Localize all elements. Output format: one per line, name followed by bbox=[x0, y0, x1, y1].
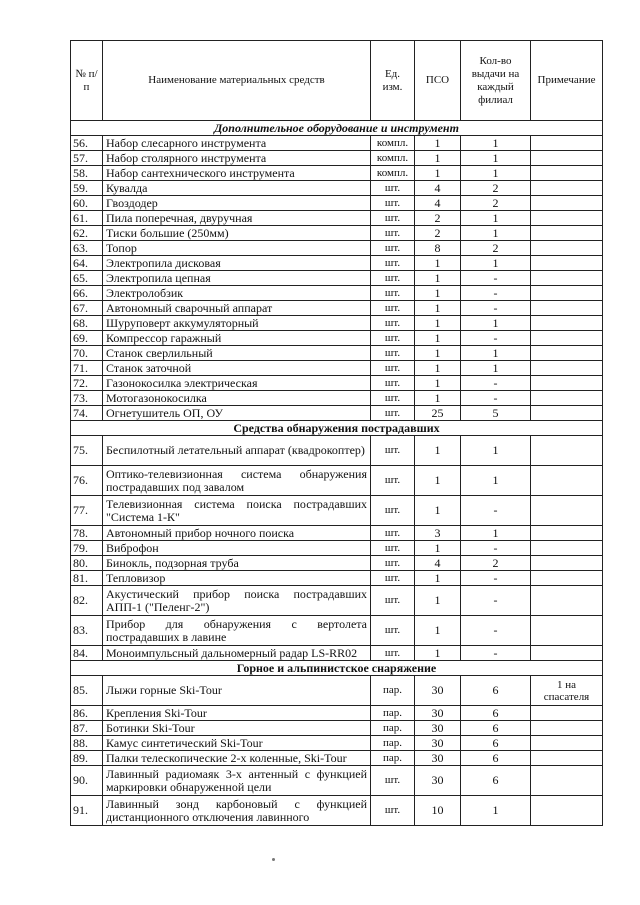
table-row bbox=[71, 136, 603, 151]
item-name: Ботинки Ski-Tour bbox=[103, 721, 371, 736]
branch-qty-cell: 1 bbox=[461, 346, 531, 361]
row-number: 89. bbox=[71, 751, 103, 766]
item-name: Газонокосилка электрическая bbox=[103, 376, 371, 391]
branch-qty-cell: 6 bbox=[461, 736, 531, 751]
unit-cell: компл. bbox=[371, 136, 415, 151]
note-cell bbox=[531, 436, 603, 466]
pso-qty-cell: 30 bbox=[415, 706, 461, 721]
unit-cell: шт. bbox=[371, 286, 415, 301]
item-name: Тиски большие (250мм) bbox=[103, 226, 371, 241]
unit-cell: шт. bbox=[371, 211, 415, 226]
table-row bbox=[71, 436, 603, 466]
table-row bbox=[71, 361, 603, 376]
header-name: Наименование материальных средств bbox=[103, 41, 371, 121]
item-name: Гвоздодер bbox=[103, 196, 371, 211]
branch-qty-cell: 1 bbox=[461, 226, 531, 241]
section-title: Горное и альпинистское снаряжение bbox=[71, 661, 603, 676]
note-cell bbox=[531, 616, 603, 646]
row-number: 85. bbox=[71, 676, 103, 706]
table-row bbox=[71, 286, 603, 301]
item-name: Электролобзик bbox=[103, 286, 371, 301]
unit-cell: пар. bbox=[371, 751, 415, 766]
section-title: Дополнительное оборудование и инструмент bbox=[71, 121, 603, 136]
table-row bbox=[71, 496, 603, 526]
note-cell bbox=[531, 226, 603, 241]
unit-cell: шт. bbox=[371, 316, 415, 331]
branch-qty-cell: 6 bbox=[461, 766, 531, 796]
header-qty: Кол-во выдачи на каждый филиал bbox=[461, 41, 531, 121]
item-name: Телевизионная система поиска пострадавших "Система 1-К" bbox=[103, 496, 371, 526]
unit-cell: шт. bbox=[371, 271, 415, 286]
table-row bbox=[71, 226, 603, 241]
note-cell bbox=[531, 271, 603, 286]
unit-cell: шт. bbox=[371, 226, 415, 241]
row-number: 57. bbox=[71, 151, 103, 166]
item-name: Набор слесарного инструмента bbox=[103, 136, 371, 151]
item-name: Крепления Ski-Tour bbox=[103, 706, 371, 721]
note-cell bbox=[531, 541, 603, 556]
unit-cell: шт. bbox=[371, 196, 415, 211]
table-row bbox=[71, 706, 603, 721]
table-row bbox=[71, 166, 603, 181]
item-name: Кувалда bbox=[103, 181, 371, 196]
table-row bbox=[71, 331, 603, 346]
note-cell bbox=[531, 736, 603, 751]
row-number: 60. bbox=[71, 196, 103, 211]
unit-cell: шт. bbox=[371, 796, 415, 826]
branch-qty-cell: 2 bbox=[461, 181, 531, 196]
branch-qty-cell: 6 bbox=[461, 706, 531, 721]
unit-cell: шт. bbox=[371, 541, 415, 556]
branch-qty-cell: 1 bbox=[461, 136, 531, 151]
row-number: 64. bbox=[71, 256, 103, 271]
note-cell bbox=[531, 766, 603, 796]
item-name: Акустический прибор поиска пострадавших АПП-1 ("Пеленг-2") bbox=[103, 586, 371, 616]
note-cell bbox=[531, 301, 603, 316]
branch-qty-cell: 1 bbox=[461, 796, 531, 826]
item-name: Бинокль, подзорная труба bbox=[103, 556, 371, 571]
branch-qty-cell: 2 bbox=[461, 241, 531, 256]
item-name: Камус синтетический Ski-Tour bbox=[103, 736, 371, 751]
section-header-row bbox=[71, 661, 603, 676]
note-cell bbox=[531, 721, 603, 736]
pso-qty-cell: 1 bbox=[415, 316, 461, 331]
table-row bbox=[71, 316, 603, 331]
note-cell bbox=[531, 211, 603, 226]
table-row bbox=[71, 196, 603, 211]
row-number: 87. bbox=[71, 721, 103, 736]
item-name: Виброфон bbox=[103, 541, 371, 556]
table-row bbox=[71, 616, 603, 646]
row-number: 77. bbox=[71, 496, 103, 526]
branch-qty-cell: - bbox=[461, 391, 531, 406]
pso-qty-cell: 2 bbox=[415, 211, 461, 226]
table-row bbox=[71, 391, 603, 406]
branch-qty-cell: 1 bbox=[461, 436, 531, 466]
unit-cell: шт. bbox=[371, 331, 415, 346]
note-cell bbox=[531, 556, 603, 571]
unit-cell: компл. bbox=[371, 166, 415, 181]
table-header-row bbox=[71, 41, 603, 121]
pso-qty-cell: 1 bbox=[415, 301, 461, 316]
table-row bbox=[71, 721, 603, 736]
table-row bbox=[71, 301, 603, 316]
row-number: 63. bbox=[71, 241, 103, 256]
row-number: 83. bbox=[71, 616, 103, 646]
item-name: Оптико-телевизионная система обнаружения пострадавших под завалом bbox=[103, 466, 371, 496]
branch-qty-cell: 1 bbox=[461, 211, 531, 226]
pso-qty-cell: 30 bbox=[415, 676, 461, 706]
note-cell bbox=[531, 706, 603, 721]
row-number: 80. bbox=[71, 556, 103, 571]
note-cell bbox=[531, 256, 603, 271]
pso-qty-cell: 30 bbox=[415, 721, 461, 736]
note-cell bbox=[531, 286, 603, 301]
table-row bbox=[71, 406, 603, 421]
pso-qty-cell: 1 bbox=[415, 256, 461, 271]
branch-qty-cell: 2 bbox=[461, 196, 531, 211]
table-row bbox=[71, 256, 603, 271]
item-name: Лыжи горные Ski-Tour bbox=[103, 676, 371, 706]
item-name: Станок сверлильный bbox=[103, 346, 371, 361]
unit-cell: компл. bbox=[371, 151, 415, 166]
branch-qty-cell: - bbox=[461, 496, 531, 526]
pso-qty-cell: 1 bbox=[415, 466, 461, 496]
note-cell bbox=[531, 361, 603, 376]
branch-qty-cell: 6 bbox=[461, 751, 531, 766]
note-cell bbox=[531, 751, 603, 766]
note-cell bbox=[531, 646, 603, 661]
table-row bbox=[71, 766, 603, 796]
row-number: 88. bbox=[71, 736, 103, 751]
pso-qty-cell: 1 bbox=[415, 361, 461, 376]
note-cell bbox=[531, 526, 603, 541]
row-number: 59. bbox=[71, 181, 103, 196]
row-number: 75. bbox=[71, 436, 103, 466]
item-name: Моноимпульсный дальномерный радар LS-RR02 bbox=[103, 646, 371, 661]
branch-qty-cell: 1 bbox=[461, 361, 531, 376]
item-name: Палки телескопические 2-х коленные, Ski-Tour bbox=[103, 751, 371, 766]
row-number: 79. bbox=[71, 541, 103, 556]
item-name: Тепловизор bbox=[103, 571, 371, 586]
note-cell bbox=[531, 151, 603, 166]
pso-qty-cell: 1 bbox=[415, 136, 461, 151]
pso-qty-cell: 1 bbox=[415, 151, 461, 166]
pso-qty-cell: 30 bbox=[415, 766, 461, 796]
table-row bbox=[71, 556, 603, 571]
pso-qty-cell: 1 bbox=[415, 496, 461, 526]
row-number: 62. bbox=[71, 226, 103, 241]
table-row bbox=[71, 526, 603, 541]
branch-qty-cell: 1 bbox=[461, 526, 531, 541]
row-number: 84. bbox=[71, 646, 103, 661]
note-cell bbox=[531, 136, 603, 151]
note-cell bbox=[531, 241, 603, 256]
header-num: № п/п bbox=[71, 41, 103, 121]
branch-qty-cell: - bbox=[461, 331, 531, 346]
pso-qty-cell: 1 bbox=[415, 376, 461, 391]
row-number: 72. bbox=[71, 376, 103, 391]
branch-qty-cell: - bbox=[461, 586, 531, 616]
note-cell bbox=[531, 196, 603, 211]
unit-cell: шт. bbox=[371, 241, 415, 256]
unit-cell: шт. bbox=[371, 646, 415, 661]
note-cell bbox=[531, 586, 603, 616]
table-row bbox=[71, 571, 603, 586]
pso-qty-cell: 10 bbox=[415, 796, 461, 826]
unit-cell: шт. bbox=[371, 496, 415, 526]
section-header-row bbox=[71, 121, 603, 136]
branch-qty-cell: - bbox=[461, 646, 531, 661]
note-cell bbox=[531, 391, 603, 406]
pso-qty-cell: 1 bbox=[415, 286, 461, 301]
pso-qty-cell: 1 bbox=[415, 331, 461, 346]
row-number: 81. bbox=[71, 571, 103, 586]
row-number: 74. bbox=[71, 406, 103, 421]
item-name: Лавинный зонд карбоновый с функцией дистанционного отключения лавинного bbox=[103, 796, 371, 826]
item-name: Лавинный радиомаяк 3-х антенный с функцией маркировки обнаруженной цели bbox=[103, 766, 371, 796]
branch-qty-cell: - bbox=[461, 286, 531, 301]
row-number: 73. bbox=[71, 391, 103, 406]
unit-cell: шт. bbox=[371, 376, 415, 391]
item-name: Автономный прибор ночного поиска bbox=[103, 526, 371, 541]
row-number: 66. bbox=[71, 286, 103, 301]
pso-qty-cell: 30 bbox=[415, 736, 461, 751]
pso-qty-cell: 1 bbox=[415, 616, 461, 646]
pso-qty-cell: 1 bbox=[415, 646, 461, 661]
branch-qty-cell: 5 bbox=[461, 406, 531, 421]
pso-qty-cell: 1 bbox=[415, 271, 461, 286]
branch-qty-cell: - bbox=[461, 616, 531, 646]
table-row bbox=[71, 181, 603, 196]
pso-qty-cell: 8 bbox=[415, 241, 461, 256]
table-row bbox=[71, 796, 603, 826]
unit-cell: шт. bbox=[371, 766, 415, 796]
pso-qty-cell: 25 bbox=[415, 406, 461, 421]
note-cell bbox=[531, 466, 603, 496]
note-cell bbox=[531, 496, 603, 526]
row-number: 70. bbox=[71, 346, 103, 361]
row-number: 71. bbox=[71, 361, 103, 376]
branch-qty-cell: - bbox=[461, 301, 531, 316]
table-row bbox=[71, 646, 603, 661]
unit-cell: шт. bbox=[371, 406, 415, 421]
branch-qty-cell: 1 bbox=[461, 166, 531, 181]
branch-qty-cell: - bbox=[461, 271, 531, 286]
note-cell bbox=[531, 331, 603, 346]
row-number: 86. bbox=[71, 706, 103, 721]
row-number: 58. bbox=[71, 166, 103, 181]
row-number: 76. bbox=[71, 466, 103, 496]
header-unit: Ед. изм. bbox=[371, 41, 415, 121]
table-row bbox=[71, 736, 603, 751]
branch-qty-cell: - bbox=[461, 376, 531, 391]
item-name: Станок заточной bbox=[103, 361, 371, 376]
unit-cell: шт. bbox=[371, 181, 415, 196]
pso-qty-cell: 3 bbox=[415, 526, 461, 541]
note-cell bbox=[531, 406, 603, 421]
note-cell bbox=[531, 181, 603, 196]
item-name: Прибор для обнаружения с вертолета пострадавших в лавине bbox=[103, 616, 371, 646]
branch-qty-cell: - bbox=[461, 571, 531, 586]
pso-qty-cell: 1 bbox=[415, 166, 461, 181]
item-name: Шуруповерт аккумуляторный bbox=[103, 316, 371, 331]
item-name: Мотогазонокосилка bbox=[103, 391, 371, 406]
pso-qty-cell: 1 bbox=[415, 436, 461, 466]
item-name: Компрессор гаражный bbox=[103, 331, 371, 346]
table-row bbox=[71, 241, 603, 256]
unit-cell: шт. bbox=[371, 436, 415, 466]
pso-qty-cell: 1 bbox=[415, 391, 461, 406]
unit-cell: шт. bbox=[371, 526, 415, 541]
equipment-table bbox=[70, 40, 603, 826]
table-row bbox=[71, 346, 603, 361]
table-row bbox=[71, 466, 603, 496]
table-row bbox=[71, 751, 603, 766]
note-cell bbox=[531, 571, 603, 586]
row-number: 61. bbox=[71, 211, 103, 226]
branch-qty-cell: 6 bbox=[461, 721, 531, 736]
unit-cell: шт. bbox=[371, 586, 415, 616]
table-row bbox=[71, 211, 603, 226]
branch-qty-cell: 6 bbox=[461, 676, 531, 706]
item-name: Огнетушитель ОП, ОУ bbox=[103, 406, 371, 421]
branch-qty-cell: 1 bbox=[461, 466, 531, 496]
section-header-row bbox=[71, 421, 603, 436]
row-number: 68. bbox=[71, 316, 103, 331]
unit-cell: пар. bbox=[371, 736, 415, 751]
section-title: Средства обнаружения пострадавших bbox=[71, 421, 603, 436]
table-row bbox=[71, 271, 603, 286]
note-cell bbox=[531, 166, 603, 181]
unit-cell: пар. bbox=[371, 676, 415, 706]
note-cell bbox=[531, 796, 603, 826]
item-name: Набор сантехнического инструмента bbox=[103, 166, 371, 181]
row-number: 82. bbox=[71, 586, 103, 616]
unit-cell: шт. bbox=[371, 256, 415, 271]
unit-cell: шт. bbox=[371, 346, 415, 361]
note-cell bbox=[531, 346, 603, 361]
unit-cell: шт. bbox=[371, 391, 415, 406]
item-name: Набор столярного инструмента bbox=[103, 151, 371, 166]
pso-qty-cell: 1 bbox=[415, 346, 461, 361]
header-note: Примечание bbox=[531, 41, 603, 121]
unit-cell: шт. bbox=[371, 301, 415, 316]
pso-qty-cell: 1 bbox=[415, 541, 461, 556]
pso-qty-cell: 30 bbox=[415, 751, 461, 766]
item-name: Пила поперечная, двуручная bbox=[103, 211, 371, 226]
unit-cell: шт. bbox=[371, 616, 415, 646]
item-name: Электропила цепная bbox=[103, 271, 371, 286]
branch-qty-cell: 2 bbox=[461, 556, 531, 571]
pso-qty-cell: 1 bbox=[415, 586, 461, 616]
item-name: Топор bbox=[103, 241, 371, 256]
pso-qty-cell: 4 bbox=[415, 196, 461, 211]
row-number: 67. bbox=[71, 301, 103, 316]
pso-qty-cell: 2 bbox=[415, 226, 461, 241]
pso-qty-cell: 1 bbox=[415, 571, 461, 586]
table-row bbox=[71, 586, 603, 616]
unit-cell: шт. bbox=[371, 571, 415, 586]
table-row bbox=[71, 376, 603, 391]
table-row bbox=[71, 676, 603, 706]
row-number: 78. bbox=[71, 526, 103, 541]
row-number: 90. bbox=[71, 766, 103, 796]
pso-qty-cell: 4 bbox=[415, 556, 461, 571]
unit-cell: шт. bbox=[371, 466, 415, 496]
branch-qty-cell: - bbox=[461, 541, 531, 556]
note-cell bbox=[531, 316, 603, 331]
unit-cell: шт. bbox=[371, 556, 415, 571]
row-number: 91. bbox=[71, 796, 103, 826]
note-cell: 1 на спасателя bbox=[531, 676, 603, 706]
unit-cell: пар. bbox=[371, 721, 415, 736]
row-number: 69. bbox=[71, 331, 103, 346]
table-row bbox=[71, 541, 603, 556]
table-row bbox=[71, 151, 603, 166]
unit-cell: шт. bbox=[371, 361, 415, 376]
header-pso: ПСО bbox=[415, 41, 461, 121]
item-name: Автономный сварочный аппарат bbox=[103, 301, 371, 316]
row-number: 56. bbox=[71, 136, 103, 151]
row-number: 65. bbox=[71, 271, 103, 286]
item-name: Электропила дисковая bbox=[103, 256, 371, 271]
branch-qty-cell: 1 bbox=[461, 256, 531, 271]
branch-qty-cell: 1 bbox=[461, 316, 531, 331]
unit-cell: пар. bbox=[371, 706, 415, 721]
pso-qty-cell: 4 bbox=[415, 181, 461, 196]
page-speck bbox=[272, 858, 275, 861]
branch-qty-cell: 1 bbox=[461, 151, 531, 166]
item-name: Беспилотный летательный аппарат (квадрокоптер) bbox=[103, 436, 371, 466]
note-cell bbox=[531, 376, 603, 391]
